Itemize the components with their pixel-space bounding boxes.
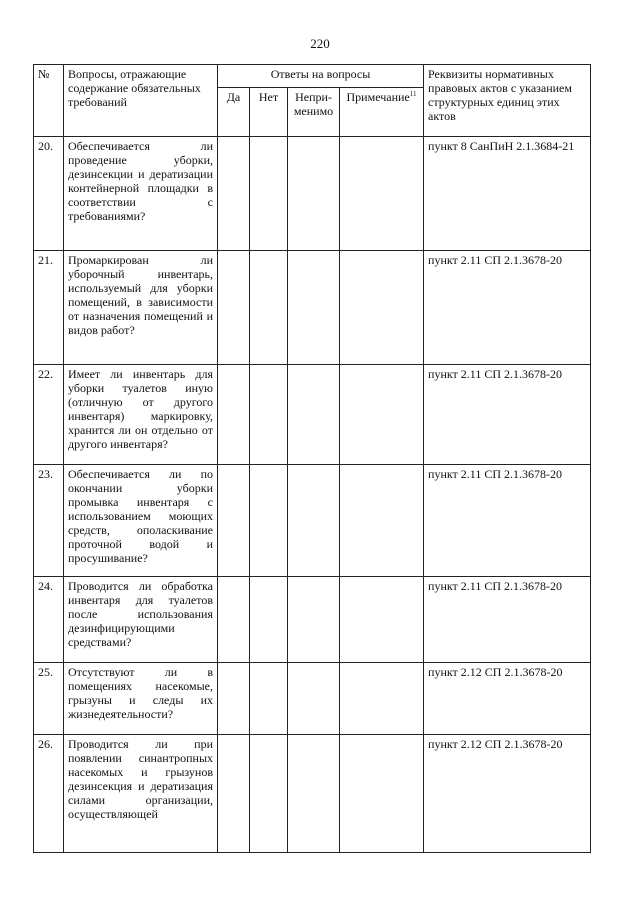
table-row	[34, 365, 591, 465]
requirements-table	[33, 64, 591, 853]
table-row	[34, 577, 591, 663]
table-row	[34, 663, 591, 735]
answer-na-cell	[288, 137, 340, 251]
row-reference: пункт 2.12 СП 2.1.3678-20	[424, 663, 591, 735]
answer-no-cell	[250, 577, 288, 663]
answer-na-cell	[288, 663, 340, 735]
row-reference: пункт 2.11 СП 2.1.3678-20	[424, 251, 591, 365]
row-number: 20.	[34, 137, 64, 251]
header-na-line1: Непри-	[295, 90, 332, 104]
answer-yes-cell	[218, 663, 250, 735]
row-number: 24.	[34, 577, 64, 663]
row-reference: пункт 2.12 СП 2.1.3678-20	[424, 735, 591, 853]
answer-no-cell	[250, 137, 288, 251]
header-no: Нет	[250, 88, 288, 137]
header-row-1	[34, 65, 591, 88]
row-number: 21.	[34, 251, 64, 365]
header-note	[340, 88, 424, 137]
answer-note-cell	[340, 137, 424, 251]
table-row	[34, 251, 591, 365]
header-na-line2: менимо	[293, 104, 334, 118]
answer-na-cell	[288, 465, 340, 577]
answer-note-cell	[340, 365, 424, 465]
row-number: 23.	[34, 465, 64, 577]
header-num: №	[34, 65, 64, 137]
answer-na-cell	[288, 251, 340, 365]
answer-note-cell	[340, 251, 424, 365]
answer-yes-cell	[218, 365, 250, 465]
answer-no-cell	[250, 663, 288, 735]
row-reference: пункт 8 СанПиН 2.1.3684-21	[424, 137, 591, 251]
row-question: Имеет ли инвентарь для уборки туалетов иную (отличную от другого инвентаря) маркировку, хранится ли он отдельно от другого инвентаря?	[64, 365, 218, 465]
answer-na-cell	[288, 365, 340, 465]
row-number: 22.	[34, 365, 64, 465]
answer-note-cell	[340, 465, 424, 577]
answer-yes-cell	[218, 577, 250, 663]
answer-yes-cell	[218, 465, 250, 577]
header-note-label: Примечание	[346, 90, 410, 104]
header-yes: Да	[218, 88, 250, 137]
row-question: Обеспечивается ли по окончании уборки промывка инвентаря с использованием моющих средств, ополаскивание проточной водой и просушивание?	[64, 465, 218, 577]
row-number: 25.	[34, 663, 64, 735]
answer-note-cell	[340, 577, 424, 663]
header-answers-group: Ответы на вопросы	[218, 65, 424, 88]
header-not-applicable	[288, 88, 340, 137]
row-reference: пункт 2.11 СП 2.1.3678-20	[424, 365, 591, 465]
answer-na-cell	[288, 577, 340, 663]
answer-no-cell	[250, 735, 288, 853]
answer-no-cell	[250, 465, 288, 577]
row-reference: пункт 2.11 СП 2.1.3678-20	[424, 577, 591, 663]
header-note-footnote: 11	[409, 90, 417, 98]
row-question: Отсутствуют ли в помещениях насекомые, грызуны и следы их жизнедеятельности?	[64, 663, 218, 735]
row-question: Проводится ли при появлении синантропных насекомых и грызунов дезинсекция и дератизация силами организации, осуществляющей	[64, 735, 218, 853]
row-question: Проводится ли обработка инвентаря для туалетов после использования дезинфицирующими средствами?	[64, 577, 218, 663]
row-number: 26.	[34, 735, 64, 853]
row-question: Обеспечивается ли проведение уборки, дезинсекции и дератизации контейнерной площадки в соответствии с требованиями?	[64, 137, 218, 251]
answer-no-cell	[250, 251, 288, 365]
answer-yes-cell	[218, 735, 250, 853]
answer-na-cell	[288, 735, 340, 853]
answer-yes-cell	[218, 137, 250, 251]
answer-note-cell	[340, 735, 424, 853]
table-row	[34, 137, 591, 251]
header-refs: Реквизиты нормативных правовых актов с указанием структурных единиц этих актов	[424, 65, 591, 137]
answer-note-cell	[340, 663, 424, 735]
row-reference: пункт 2.11 СП 2.1.3678-20	[424, 465, 591, 577]
header-question: Вопросы, отражающие содержание обязательных требований	[64, 65, 218, 137]
page-number: 220	[310, 36, 330, 51]
table-row	[34, 735, 591, 853]
answer-yes-cell	[218, 251, 250, 365]
answer-no-cell	[250, 365, 288, 465]
table-row	[34, 465, 591, 577]
row-question: Промаркирован ли уборочный инвентарь, используемый для уборки помещений, в зависимости от назначения помещений и видов работ?	[64, 251, 218, 365]
